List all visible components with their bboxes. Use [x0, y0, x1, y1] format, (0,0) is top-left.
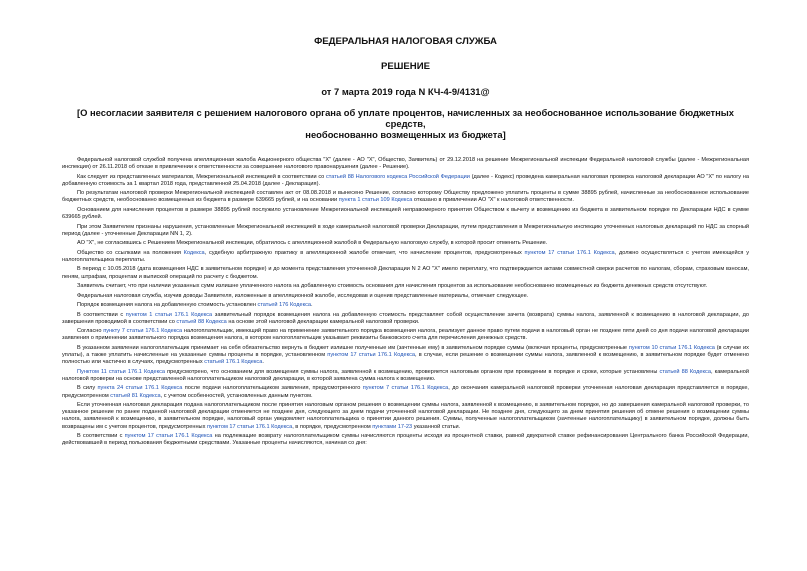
legal-reference-link[interactable]: Кодекса [183, 249, 205, 256]
paragraph [62, 312, 749, 326]
legal-reference-link[interactable]: пунктом 10 статьи 176.1 Кодекса [628, 344, 715, 351]
paragraph-text: на подлежащие возврату налогоплательщиком суммы начисляются проценты исходя из процентной ставки, равной двукратной ставке рефинансирования Центрального банка Российской Федерации, действовавшей в период пользования бюджетными средствами. Указанные проценты начисляются, начиная со дня: [62, 433, 749, 447]
legal-reference-link[interactable]: статьей 88 Налогового кодекса Российской Федерации [326, 173, 470, 180]
paragraph-text: Федеральная налоговая служба, изучив доводы Заявителя, изложенные в апелляционной жалобе, исследовав и оценив представленные материалы, отмечает следующее. [77, 292, 529, 299]
subject-line-2: необоснованно возмещенных из бюджета] [305, 129, 506, 140]
paragraph [62, 402, 749, 431]
legal-reference-link[interactable]: пункта 1 статьи 109 Кодекса [338, 197, 413, 204]
paragraph-text: указанной статьи. [412, 423, 461, 430]
paragraph-text: , до окончания камеральной налоговой проверки уточненная налоговая декларация представляется в порядке, предусмотренном [62, 385, 749, 399]
legal-reference-link[interactable]: пунктами 17-23 [372, 423, 413, 430]
paragraph [62, 224, 749, 238]
legal-reference-link[interactable]: статьей 88 Кодекса [176, 318, 227, 325]
legal-reference-link[interactable]: статьей 176 Кодекса [257, 302, 311, 309]
paragraph-text: Федеральной налоговой службой получена апелляционная жалоба Акционерного общества "X" (далее - АО "X", Общество, Заявитель) от 29.12.2018 на решение Межрегиональной инспекции Федеральной налоговой службы (далее - Межрегиональная инспекция) от 26.11.2018 об отказе в привлечении к ответственности за совершение налогового правонарушения (далее - Решение). [62, 157, 749, 171]
legal-reference-link[interactable]: пунктом 17 статьи 176.1 Кодекса [327, 352, 415, 359]
legal-reference-link[interactable]: пунктом 7 статьи 176.1 Кодекса [362, 385, 449, 392]
paragraph-text: В силу [77, 385, 98, 392]
legal-reference-link[interactable]: пунктом 17 статьи 176.1 Кодекса [206, 423, 293, 430]
paragraph [62, 157, 749, 171]
paragraph [62, 207, 749, 221]
paragraph [62, 266, 749, 280]
paragraph [62, 433, 749, 447]
document-subject [62, 107, 749, 140]
paragraph-text: налогоплательщик, имеющий право на применение заявительного порядка возмещения налога, реализует данное право путем подачи в налоговый орган не позднее пяти дней со дня подачи налоговой декларации заявления о применении заявительного порядка возмещения налога, в котором налогоплательщик указывает реквизиты банковского счета для перечисления денежных средств. [62, 328, 749, 342]
paragraph-text: АО "X", не согласившись с Решением Межрегиональной инспекции, обратилось с апелляционной жалобой в Федеральную налоговую службу, в которой просит отменить Решение. [77, 240, 548, 247]
paragraph-text: после подачи налогоплательщиком заявления, предусмотренного [182, 385, 363, 392]
legal-reference-link[interactable]: пунктом 17 статьи 176.1 Кодекса [124, 433, 213, 439]
paragraph-text: В указанном заявлении налогоплательщик принимает на себя обязательство вернуть в бюджет излишне полученные им (зачтенные ему) в заявительном порядке суммы (включая проценты, предусмотренные [77, 344, 629, 351]
paragraph-text: Общество со ссылками на положения [77, 249, 184, 256]
paragraph-text: предусмотрено, что основанием для возмещения суммы налога, заявленной к возмещению, проверяется налоговым органом при проведении в порядке и сроки, которые установлены [165, 368, 660, 375]
paragraph-text: Как следует из представленных материалов, Межрегиональной инспекцией в соответствии со [77, 173, 326, 180]
paragraph-text: , должно осуществляться с учетом имеющейся у налогоплательщика переплаты. [62, 249, 750, 263]
paragraph-text: на основе этой налоговой декларации камеральной налоговой проверки. [226, 318, 420, 325]
paragraph-text: В период с 10.05.2018 (дата возмещения НДС в заявительном порядке) и до момента представления уточненной Декларации N 2 АО "X" имело переплату, что подтверждается актами совместной сверки расчетов по налогам, сборам, страховым взносам, пеням, штрафам, процентам и выпиской операций по расчету с бюджетом. [62, 266, 749, 280]
document-body [62, 157, 749, 447]
legal-reference-link[interactable]: пункта 24 статьи 176.1 Кодекса [97, 385, 183, 392]
paragraph [62, 345, 749, 366]
agency-title: ФЕДЕРАЛЬНАЯ НАЛОГОВАЯ СЛУЖБА [314, 36, 497, 47]
paragraph-text: (в случае их уплаты), а также уплатить начисленные на указанные суммы проценты в порядке, установленном [62, 344, 749, 359]
paragraph-text: Если уточненная налоговая декларация подана налогоплательщиком после принятия налоговым органом решения о возмещении суммы налога, заявленной к возмещению, в заявительном порядке, но до завершения камеральной налоговой проверки, то указанное решение по ранее поданной налоговой декларации отменяется не позднее дня, следующего за днем подачи уточненной налоговой декларации. Не позднее дня, следующего за днем принятия решения об отмене решения о возмещении суммы налога, заявленной к возмещению, в заявительном порядке, налоговый орган уведомляет налогоплательщика о принятии данного решения. Суммы, полученные налогоплательщиком (зачтенные налогоплательщику) в заявительном порядке, должны быть возвращены им с учетом процентов, предусмотренных [62, 402, 749, 430]
paragraph-text: В соответствии с [77, 433, 125, 439]
paragraph-text: Основанием для начисления процентов в размере 38895 рублей послужило установление Межрегиональной инспекцией неправомерного принятия Обществом к вычету и возмещению из бюджета в заявительном порядке по Декларации НДС в сумме 639665 рублей. [62, 206, 749, 221]
legal-reference-link[interactable]: статьей 176.1 Кодекса [204, 359, 263, 366]
paragraph-text: , судебную арбитражную практику в апелляционной жалобе отмечает, что начисление процентов, предусмотренных [204, 249, 525, 256]
paragraph-text: Порядок возмещения налога на добавленную стоимость установлен [77, 302, 258, 309]
paragraph [62, 250, 749, 264]
paragraph-text: Заявитель считает, что при наличии указанных сумм излишне уплаченного налога на добавленную стоимость основания для начисления процентов за использование необоснованно возмещенных из бюджета денежных средств отсутствуют. [77, 283, 708, 290]
paragraph-text: При этом Заявителем признаны нарушения, установленные Межрегиональной инспекцией в ходе камеральной налоговой проверки Декларации, путем представления в Межрегиональную инспекцию уточненных налоговых деклараций по НДС за спорный период (далее - уточненные Декларации NN 1, 2). [62, 223, 749, 237]
paragraph-text: . [262, 359, 264, 366]
paragraph [62, 385, 749, 399]
paragraph-text: , камеральной налоговой проверки на основе представленной налогоплательщиком налоговой декларации, в которой заявлена сумма налога к возмещению. [62, 368, 749, 382]
legal-reference-link[interactable]: Пунктом 11 статьи 176.1 Кодекса [77, 368, 166, 375]
paragraph [62, 302, 749, 309]
legal-reference-link[interactable]: пунктом 1 статьи 176.1 Кодекса [125, 311, 213, 318]
legal-reference-link[interactable]: пункту 7 статьи 176.1 Кодекса [103, 328, 183, 335]
paragraph-text: отказано в привлечении АО "X" к налоговой ответственности. [412, 197, 574, 204]
legal-reference-link[interactable]: статьей 81 Кодекса [110, 392, 161, 399]
document-type: РЕШЕНИЕ [380, 61, 431, 72]
paragraph [62, 369, 749, 383]
legal-reference-link[interactable]: пунктом 17 статьи 176.1 Кодекса [524, 249, 615, 256]
paragraph-text: (далее - Кодекс) проведена камеральная налоговая проверка налоговой декларации АО "X" по налогу на добавленную стоимость за 1 квартал 2018 года, представленной 25.04.2018 (далее - Декларация). [62, 173, 749, 187]
paragraph-text: По результатам налоговой проверки Межрегиональной инспекцией составлен акт от 08.08.2018 и вынесено Решение, согласно которому Обществу предложено уплатить проценты в сумме 38895 рублей, начисленные за необоснованное использование бюджетных средств, необоснованно возмещенных из бюджета в размере 639665 рублей, и на основании [62, 190, 749, 204]
paragraph-text: заявительный порядок возмещения налога на добавленную стоимость представляет собой осуществление зачета (возврата) суммы налога, заявленной к возмещению в налоговой декларации, до завершения проводимой в соответствии со [62, 311, 750, 325]
subject-line-1: [О несогласии заявителя с решением налогового органа об уплате процентов, начисленных за необоснованное использование бюджетных средств, [76, 107, 735, 129]
paragraph [62, 174, 749, 188]
document-date-number: от 7 марта 2019 года N КЧ-4-9/4131@ [321, 86, 490, 97]
paragraph [62, 283, 749, 290]
paragraph-text: , в случае, если решение о возмещении суммы налога, заявленной к возмещению, в заявительном порядке будет отменено полностью или частично в случаях, предусмотренных [62, 352, 749, 366]
paragraph-text: , в порядке, предусмотренном [292, 423, 373, 430]
paragraph-text: . [311, 302, 313, 309]
paragraph [62, 190, 749, 204]
legal-reference-link[interactable]: статьей 88 Кодекса [659, 368, 711, 375]
paragraph-text: Согласно [77, 328, 104, 335]
paragraph [62, 240, 749, 247]
paragraph [62, 328, 749, 342]
paragraph-text: В соответствии с [77, 311, 126, 318]
paragraph-text: , с учетом особенностей, установленных данным пунктом. [160, 392, 313, 399]
paragraph [62, 293, 749, 300]
